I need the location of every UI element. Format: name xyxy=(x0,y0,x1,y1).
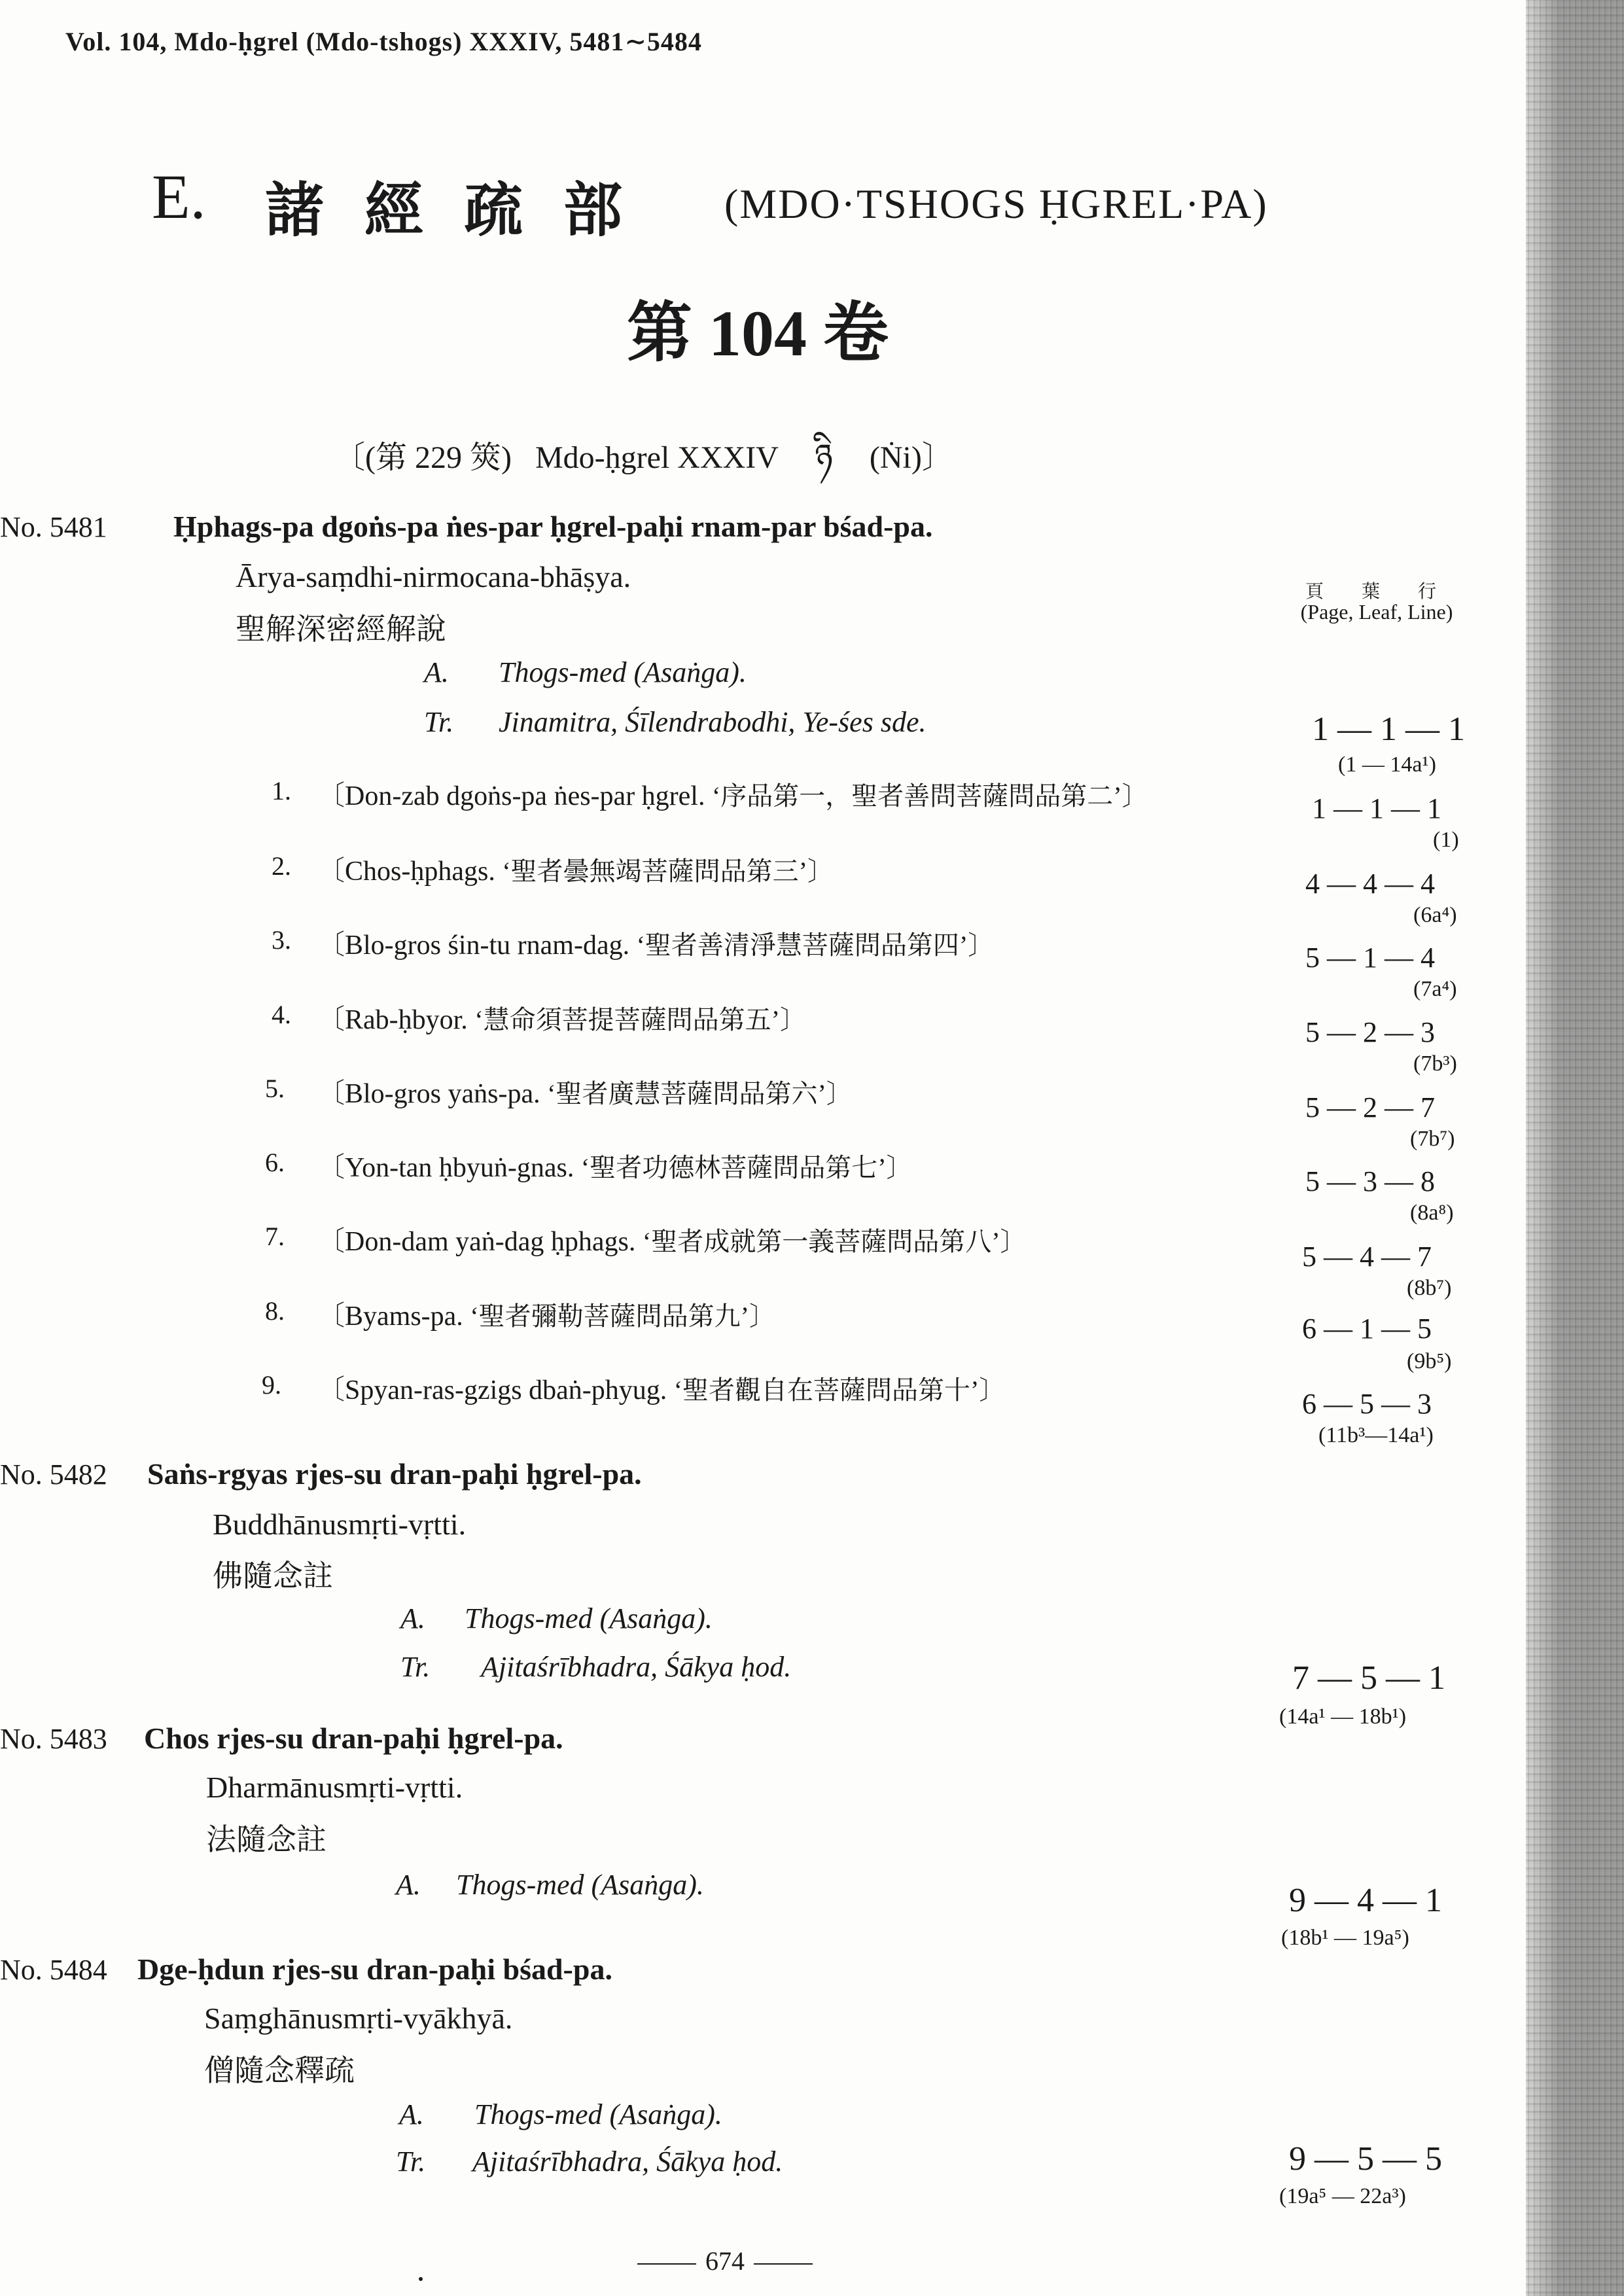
section-tibetan: 〔Don-dam yaṅ-dag ḥphags. xyxy=(317,1227,636,1257)
entry-chinese: 僧隨念釋疏 xyxy=(204,2054,355,2087)
role-names: Ajitaśrībhadra, Śākya ḥod. xyxy=(472,2146,783,2178)
section-folio: (6a⁴) xyxy=(1413,903,1457,927)
volume-title: 第 104 卷 xyxy=(627,297,889,370)
section-heading xyxy=(317,923,994,963)
section-location: 6 — 5 — 3 xyxy=(1302,1388,1432,1420)
section-number: 3. xyxy=(272,925,291,955)
section-japanese: ‘聖者彌勒菩薩問品第九’〕 xyxy=(470,1301,775,1331)
section-folio: (7b⁷) xyxy=(1410,1127,1455,1151)
entry-chinese: 聖解深密經解說 xyxy=(236,612,446,646)
page-number-dash-left xyxy=(637,2263,696,2265)
section-heading xyxy=(317,1220,1027,1259)
entry-sanskrit: Saṃghānusmṛti-vyākhyā. xyxy=(204,2002,513,2035)
section-number: 8. xyxy=(265,1296,285,1326)
folio-range: (14a¹ — 18b¹) xyxy=(1279,1704,1407,1729)
entry-sanskrit: Dharmānusmṛti-vṛtti. xyxy=(206,1771,463,1804)
section-heading xyxy=(317,774,1148,813)
entry-title: Ḥphags-pa dgoṅs-pa ṅes-par ḥgrel-paḥi rnam-par bśad-pa. xyxy=(173,510,933,543)
section-title-latin: (MDO·TSHOGS ḤGREL·PA) xyxy=(724,181,1268,227)
section-tibetan: 〔Blo-gros yaṅs-pa. xyxy=(317,1079,540,1109)
entry-sanskrit: Buddhānusmṛti-vṛtti. xyxy=(213,1508,467,1541)
section-location: 5 — 1 — 4 xyxy=(1305,942,1435,974)
running-header: Vol. 104, Mdo-ḥgrel (Mdo-tshogs) XXXIV, 5481∼5484 xyxy=(65,27,702,56)
case-line xyxy=(334,419,953,514)
section-location: 5 — 3 — 8 xyxy=(1305,1165,1435,1197)
case-name: Mdo-ḥgrel XXXIV xyxy=(535,440,779,475)
entry-number: No. 5483 xyxy=(0,1723,107,1755)
section-japanese: ‘聖者功德林菩薩問品第七’〕 xyxy=(580,1153,913,1182)
section-tibetan: 〔Byams-pa. xyxy=(317,1301,463,1332)
scan-edge-shadow xyxy=(1526,0,1624,2296)
role-label: A. xyxy=(399,2098,424,2130)
section-tibetan: 〔Yon-tan ḥbyuṅ-gnas. xyxy=(317,1153,574,1183)
entry-title: Chos rjes-su dran-paḥi ḥgrel-pa. xyxy=(144,1722,563,1755)
section-japanese: ‘聖者曇無竭菩薩問品第三’〕 xyxy=(502,857,834,886)
section-tibetan: 〔Chos-ḥphags. xyxy=(317,857,495,887)
section-heading xyxy=(317,1294,775,1333)
folio-range: (19a⁵ — 22a³) xyxy=(1279,2184,1406,2208)
location-page-leaf-line: 9 — 4 — 1 xyxy=(1289,1882,1442,1919)
role-names: Jinamitra, Śīlendrabodhi, Ye-śes sde. xyxy=(499,706,927,738)
section-location: 4 — 4 — 4 xyxy=(1305,868,1435,900)
section-number: 5. xyxy=(265,1074,285,1103)
section-folio: (11b³—14a¹) xyxy=(1318,1423,1434,1447)
column-header-jp: 頁葉行 xyxy=(1305,582,1475,602)
section-number: 9. xyxy=(262,1370,281,1400)
section-heading xyxy=(317,1146,913,1185)
case-transliteration: (Ṅi)〕 xyxy=(869,440,953,475)
section-heading xyxy=(317,849,834,889)
entry-number: No. 5481 xyxy=(0,511,107,543)
section-japanese: ‘聖者廣慧菩薩問品第六’〕 xyxy=(547,1079,853,1108)
folio-range: (1 — 14a¹) xyxy=(1338,752,1436,777)
location-page-leaf-line: 1 — 1 — 1 xyxy=(1312,711,1465,748)
section-japanese: ‘聖者觀自在菩薩問品第十’〕 xyxy=(673,1375,1006,1405)
section-japanese: ‘聖者善清淨慧菩薩問品第四’〕 xyxy=(636,930,995,960)
section-location: 6 — 1 — 5 xyxy=(1302,1313,1432,1345)
entry-chinese: 法隨念註 xyxy=(206,1823,327,1856)
role-names: Thogs-med (Asaṅga). xyxy=(456,1869,704,1901)
column-header xyxy=(1279,582,1474,622)
entry-title: Saṅs-rgyas rjes-su dran-paḥi ḥgrel-pa. xyxy=(147,1457,642,1491)
role-names: Thogs-med (Asaṅga). xyxy=(499,656,747,688)
entry-title: Dge-ḥdun rjes-su dran-paḥi bśad-pa. xyxy=(137,1952,612,1986)
section-folio: (7a⁴) xyxy=(1413,977,1457,1001)
location-page-leaf-line: 7 — 5 — 1 xyxy=(1292,1659,1445,1697)
section-heading xyxy=(317,998,806,1037)
section-title-cjk: 諸經疏部 xyxy=(265,179,663,243)
folio-range: (18b¹ — 19a⁵) xyxy=(1281,1926,1409,1950)
case-number: 〔(第 229 筴) xyxy=(334,440,512,475)
role-label: A. xyxy=(400,1602,425,1634)
section-location: 1 — 1 — 1 xyxy=(1312,792,1441,824)
section-folio: (1) xyxy=(1433,828,1459,852)
page-footer xyxy=(628,2246,822,2276)
location-page-leaf-line: 9 — 5 — 5 xyxy=(1289,2140,1442,2178)
role-label: A. xyxy=(424,656,449,688)
role-label: A. xyxy=(396,1869,421,1901)
entry-number: No. 5482 xyxy=(0,1458,107,1491)
role-names: Ajitaśrībhadra, Śākya ḥod. xyxy=(481,1651,792,1683)
section-tibetan: 〔Spyan-ras-gzigs dbaṅ-phyug. xyxy=(317,1375,667,1405)
column-header-en: (Page, Leaf, Line) xyxy=(1300,600,1453,624)
section-tibetan: 〔Blo-gros śin-tu rnam-dag. xyxy=(317,930,630,961)
section-folio: (7b³) xyxy=(1413,1051,1457,1076)
section-folio: (8a⁸) xyxy=(1410,1201,1454,1225)
section-number: 2. xyxy=(272,851,291,881)
section-folio: (9b⁵) xyxy=(1407,1349,1452,1373)
ink-dot xyxy=(419,2277,423,2281)
role-label: Tr. xyxy=(396,2146,426,2178)
section-number: 6. xyxy=(265,1148,285,1177)
section-japanese: ‘序品第一，聖者善問菩薩問品第二’〕 xyxy=(711,781,1148,811)
section-letter: E. xyxy=(152,162,206,232)
section-japanese: ‘慧命須菩提菩薩問品第五’〕 xyxy=(474,1005,806,1034)
section-number: 4. xyxy=(272,1000,291,1029)
tibetan-letter: ཉི xyxy=(815,438,833,476)
page-number-dash-right xyxy=(754,2263,813,2265)
section-tibetan: 〔Don-zab dgoṅs-pa ṅes-par ḥgrel. xyxy=(317,781,705,811)
section-location: 5 — 2 — 3 xyxy=(1305,1016,1435,1048)
section-location: 5 — 4 — 7 xyxy=(1302,1241,1432,1273)
section-number: 7. xyxy=(265,1222,285,1251)
section-japanese: ‘聖者成就第一義菩薩問品第八’〕 xyxy=(642,1227,1027,1256)
section-heading xyxy=(317,1072,853,1111)
entry-sanskrit: Ārya-saṃdhi-nirmocana-bhāṣya. xyxy=(236,560,631,593)
role-names: Thogs-med (Asaṅga). xyxy=(465,1602,713,1634)
entry-chinese: 佛隨念註 xyxy=(213,1559,333,1593)
section-tibetan: 〔Rab-ḥbyor. xyxy=(317,1005,468,1035)
section-location: 5 — 2 — 7 xyxy=(1305,1091,1435,1123)
role-label: Tr. xyxy=(400,1651,431,1683)
role-label: Tr. xyxy=(424,706,454,738)
section-folio: (8b⁷) xyxy=(1407,1276,1452,1300)
role-names: Thogs-med (Asaṅga). xyxy=(474,2098,722,2130)
entry-number: No. 5484 xyxy=(0,1954,107,1986)
section-number: 1. xyxy=(272,776,291,805)
section-heading xyxy=(317,1368,1005,1407)
page-number: 674 xyxy=(705,2246,745,2276)
